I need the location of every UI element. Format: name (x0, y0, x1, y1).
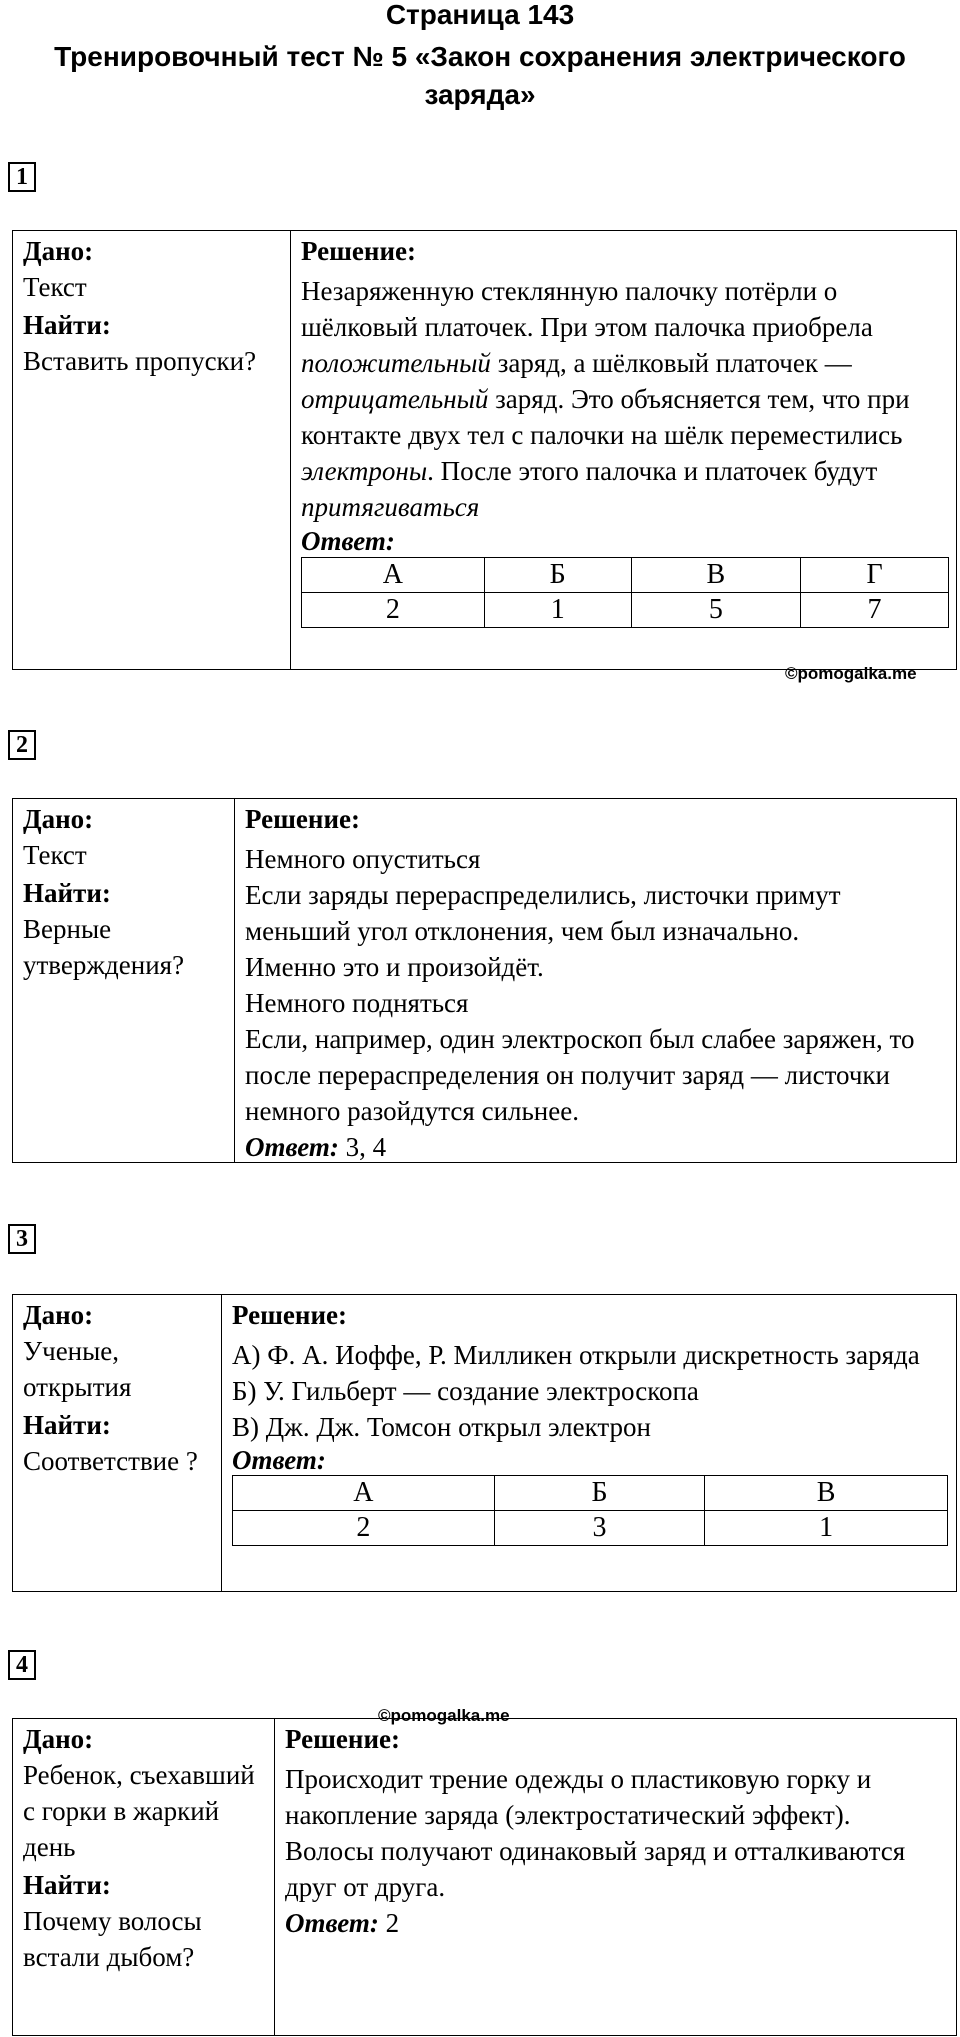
answer-line (285, 1905, 946, 1941)
answer-header-cell: В (631, 558, 800, 593)
solution-text: заряд, а шёлковый платочек — (490, 348, 852, 378)
given-text: Текст (23, 840, 87, 870)
answer-value-cell: 7 (801, 593, 949, 628)
given-text: Ребенок, съехавший с горки в жаркий день (23, 1760, 255, 1862)
task-2-solution (235, 799, 956, 1162)
find-text: Вставить пропуски? (23, 346, 257, 376)
solution-blank-answer: положительный (301, 348, 491, 378)
given-label: Дано: (23, 804, 94, 834)
answer-label: Ответ: (245, 1132, 339, 1162)
answer-label: Ответ: (301, 526, 395, 556)
task-1-given (13, 231, 291, 669)
task-1-solution (291, 231, 956, 669)
solution-blank-answer: отрицательный (301, 384, 489, 414)
answer-label: Ответ: (285, 1908, 379, 1938)
given-label: Дано: (23, 1300, 94, 1330)
find-text: Соответствие ? (23, 1446, 198, 1476)
solution-line: Если заряды перераспределились, листочки примут меньший угол отклонения, чем был изначально. (245, 880, 841, 946)
task-number-4: 4 (8, 1650, 36, 1680)
solution-line: Немного подняться (245, 988, 469, 1018)
answer-value-cell: 1 (484, 593, 631, 628)
find-text: Верные утверждения? (23, 914, 185, 980)
answer-value-cell: 3 (494, 1511, 705, 1546)
task-3 (12, 1294, 957, 1592)
solution-blank-answer: электроны (301, 456, 428, 486)
solution-lines (232, 1337, 946, 1445)
solution-label: Решение: (232, 1300, 347, 1330)
task-2 (12, 798, 957, 1163)
solution-label: Решение: (245, 804, 360, 834)
task-number-3: 3 (8, 1224, 36, 1254)
solution-lines (245, 841, 946, 1165)
given-label: Дано: (23, 236, 94, 266)
task-4-solution (275, 1719, 956, 2035)
find-label: Найти: (23, 310, 111, 340)
answer-value-cell: 2 (302, 593, 485, 628)
answer-header-cell: Б (484, 558, 631, 593)
given-text: Ученые, открытия (23, 1336, 132, 1402)
find-label: Найти: (23, 1410, 111, 1440)
watermark: ©pomogalka.me (378, 1706, 510, 1725)
solution-line: Если, например, один электроскоп был слабее заряжен, то после перераспределения он получит заряд — листочки немного разойдутся сильнее. (245, 1024, 915, 1126)
answer-value-cell: 1 (705, 1511, 948, 1546)
answer-line (245, 1129, 946, 1165)
solution-blank-answer: притягиваться (301, 492, 480, 522)
solution-label: Решение: (301, 236, 416, 266)
answer-label: Ответ: (232, 1445, 326, 1475)
task-number-1: 1 (8, 162, 36, 192)
answer-header-cell: Б (494, 1476, 705, 1511)
task-3-solution (222, 1295, 956, 1591)
solution-text: Незаряженную стеклянную палочку потёрли о шёлковый платочек. При этом палочка приобрела (301, 276, 873, 342)
task-3-given (13, 1295, 222, 1591)
find-text: Почему волосы встали дыбом? (23, 1906, 202, 1972)
solution-paragraph (301, 273, 946, 525)
find-label: Найти: (23, 878, 111, 908)
answer-header-cell: В (705, 1476, 948, 1511)
answer-value: 2 (385, 1908, 400, 1938)
task-1 (12, 230, 957, 670)
solution-text: . После этого палочка и платочек будут (427, 456, 878, 486)
answer-table (301, 557, 949, 628)
solution-text: заряд. Это объясняется тем, что при контакте двух тел с палочки на шёлк переместились (301, 384, 910, 450)
task-4-given (13, 1719, 275, 2035)
task-4 (12, 1718, 957, 2036)
answer-header-cell: А (233, 1476, 495, 1511)
solution-line: Именно это и произойдёт. (245, 952, 544, 982)
test-title-line1: Тренировочный тест № 5 «Закон сохранения электрического (54, 41, 906, 72)
page-number: Страница 143 (385, 0, 575, 30)
solution-line: А) Ф. А. Иоффе, Р. Милликен открыли дискретность заряда (232, 1340, 920, 1370)
solution-line: Немного опуститься (245, 844, 481, 874)
task-2-given (13, 799, 235, 1162)
answer-table (232, 1475, 948, 1546)
given-text: Текст (23, 272, 87, 302)
find-label: Найти: (23, 1870, 111, 1900)
solution-label: Решение: (285, 1724, 400, 1754)
watermark: ©pomogalka.me (785, 664, 917, 683)
answer-value-cell: 5 (631, 593, 800, 628)
task-number-2: 2 (8, 730, 36, 760)
answer-value-cell: 2 (233, 1511, 495, 1546)
solution-line: Б) У. Гильберт — создание электроскопа (232, 1376, 699, 1406)
answer-header-cell: Г (801, 558, 949, 593)
test-title-line2: заряда» (424, 79, 536, 110)
solution-line: Происходит трение одежды о пластиковую горку и накопление заряда (электростатический эффект). (285, 1764, 872, 1830)
solution-line: Волосы получают одинаковый заряд и отталкиваются друг от друга. (285, 1836, 906, 1902)
answer-value: 3, 4 (345, 1132, 387, 1162)
given-label: Дано: (23, 1724, 94, 1754)
solution-lines (285, 1761, 946, 1941)
answer-header-cell: А (302, 558, 485, 593)
solution-line: В) Дж. Дж. Томсон открыл электрон (232, 1412, 651, 1442)
